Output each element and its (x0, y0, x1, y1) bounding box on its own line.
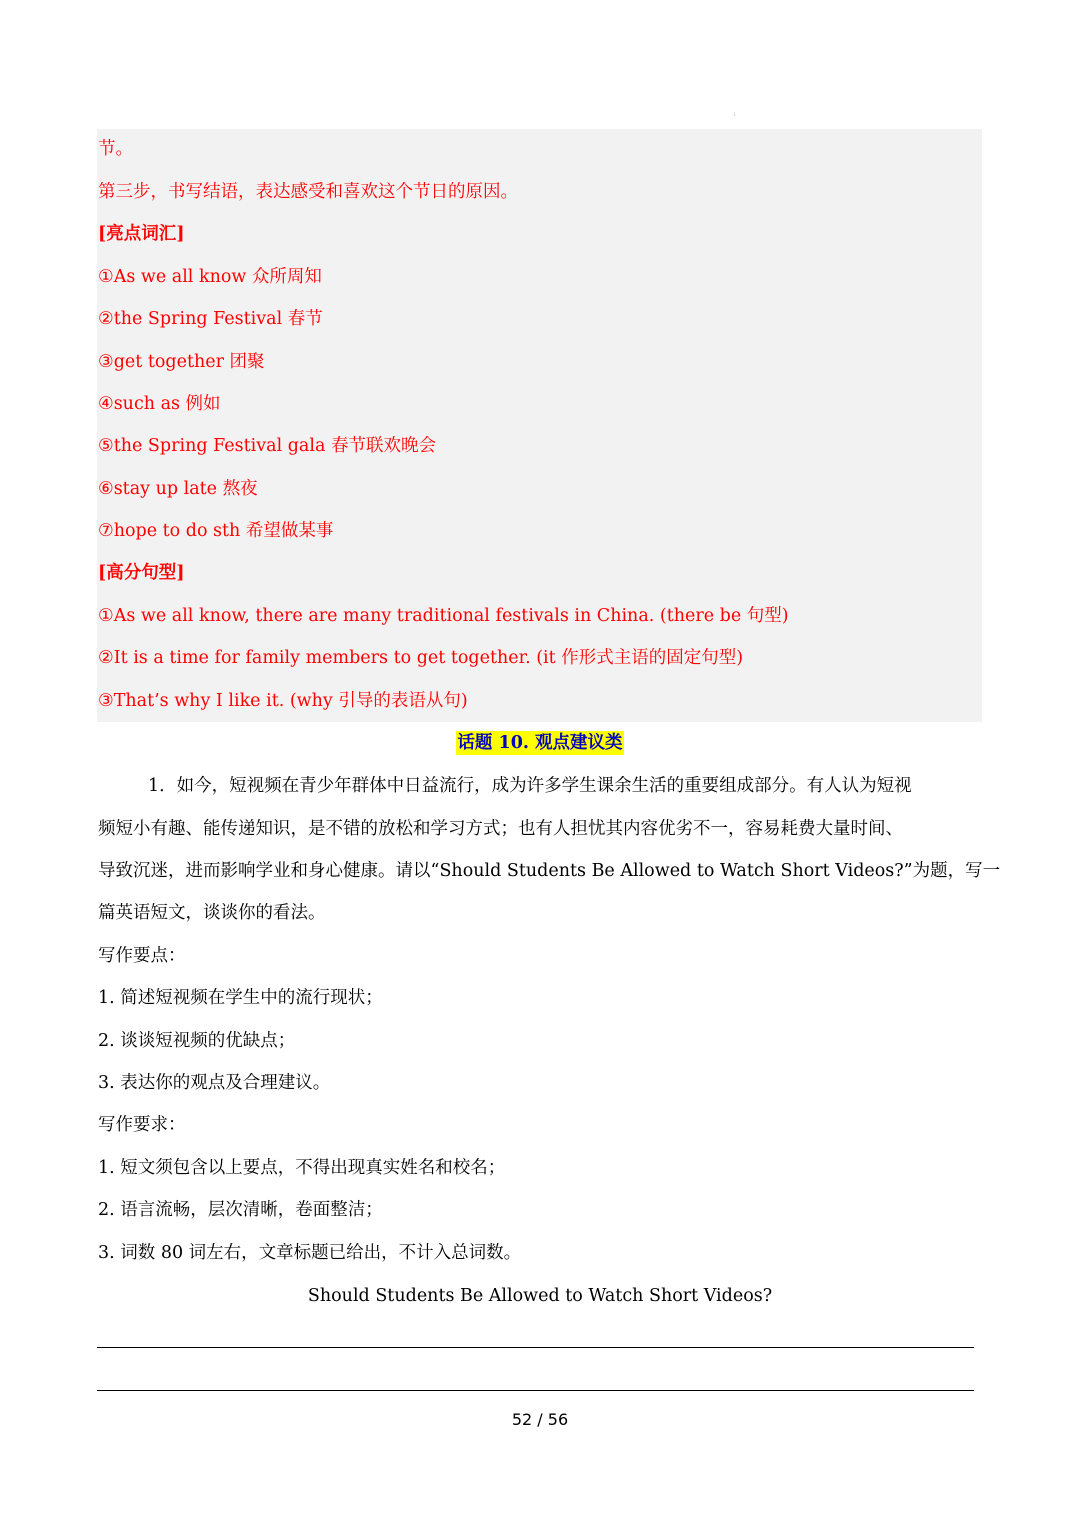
vocab-item-3: ③get together 团聚 (98, 352, 265, 372)
sentence-item-1: ①As we all know, there are many traditional festivals in China. (there be 句型) (98, 606, 789, 626)
vocab-item-6: ⑥stay up late 熬夜 (98, 479, 258, 499)
answer-line-1 (97, 1347, 974, 1348)
answer-line-2 (97, 1390, 974, 1391)
requirement-item-1: 1. 短文须包含以上要点，不得出现真实姓名和校名； (98, 1158, 506, 1178)
point-item-1: 1. 简述短视频在学生中的流行现状； (98, 988, 383, 1008)
vocab-item-1: ①As we all know 众所周知 (98, 267, 322, 287)
essay-title: Should Students Be Allowed to Watch Short Videos? (307, 1286, 773, 1306)
page-number: 52 / 56 (511, 1410, 569, 1429)
vocab-item-4: ④such as 例如 (98, 394, 221, 414)
sentence-item-2: ②It is a time for family members to get together. (it 作形式主语的固定句型) (98, 648, 744, 668)
highlight-vocab-heading: [亮点词汇] (98, 224, 185, 244)
box-line-1: 节。 (98, 139, 133, 159)
sentence-patterns-heading: [高分句型] (98, 563, 185, 583)
sentence-item-3: ③That’s why I like it. (why 引导的表语从句) (98, 691, 468, 711)
prompt-line-4: 篇英语短文，谈谈你的看法。 (98, 903, 326, 923)
topic-heading: 话题 10. 观点建议类 (457, 733, 623, 753)
vocab-item-5: ⑤the Spring Festival gala 春节联欢晚会 (98, 436, 436, 456)
prompt-line-3: 导致沉迷，进而影响学业和身心健康。请以“Should Students Be Allowed to Watch Short Videos?”为题，写一 (98, 861, 1001, 881)
vocab-item-2: ②the Spring Festival 春节 (98, 309, 323, 329)
requirement-item-2: 2. 语言流畅，层次清晰，卷面整洁； (98, 1200, 383, 1220)
topic-heading-row (0, 731, 1080, 755)
vocab-item-7: ⑦hope to do sth 希望做某事 (98, 521, 334, 541)
highlight-box (97, 129, 982, 722)
requirements-heading: 写作要求： (98, 1115, 186, 1135)
prompt-line-2: 频短小有趣、能传递知识，是不错的放松和学习方式；也有人担忧其内容优劣不一，容易耗费大量时间、 (98, 819, 903, 839)
page-mark: 1 (733, 112, 737, 118)
points-heading: 写作要点： (98, 946, 186, 966)
requirement-item-3: 3. 词数 80 词左右，文章标题已给出，不计入总词数。 (98, 1243, 522, 1263)
box-line-2: 第三步，书写结语，表达感受和喜欢这个节日的原因。 (98, 182, 518, 202)
point-item-3: 3. 表达你的观点及合理建议。 (98, 1073, 331, 1093)
point-item-2: 2. 谈谈短视频的优缺点； (98, 1031, 296, 1051)
prompt-line-1: 1．如今，短视频在青少年群体中日益流行，成为许多学生课余生活的重要组成部分。有人认为短视 (148, 776, 912, 796)
